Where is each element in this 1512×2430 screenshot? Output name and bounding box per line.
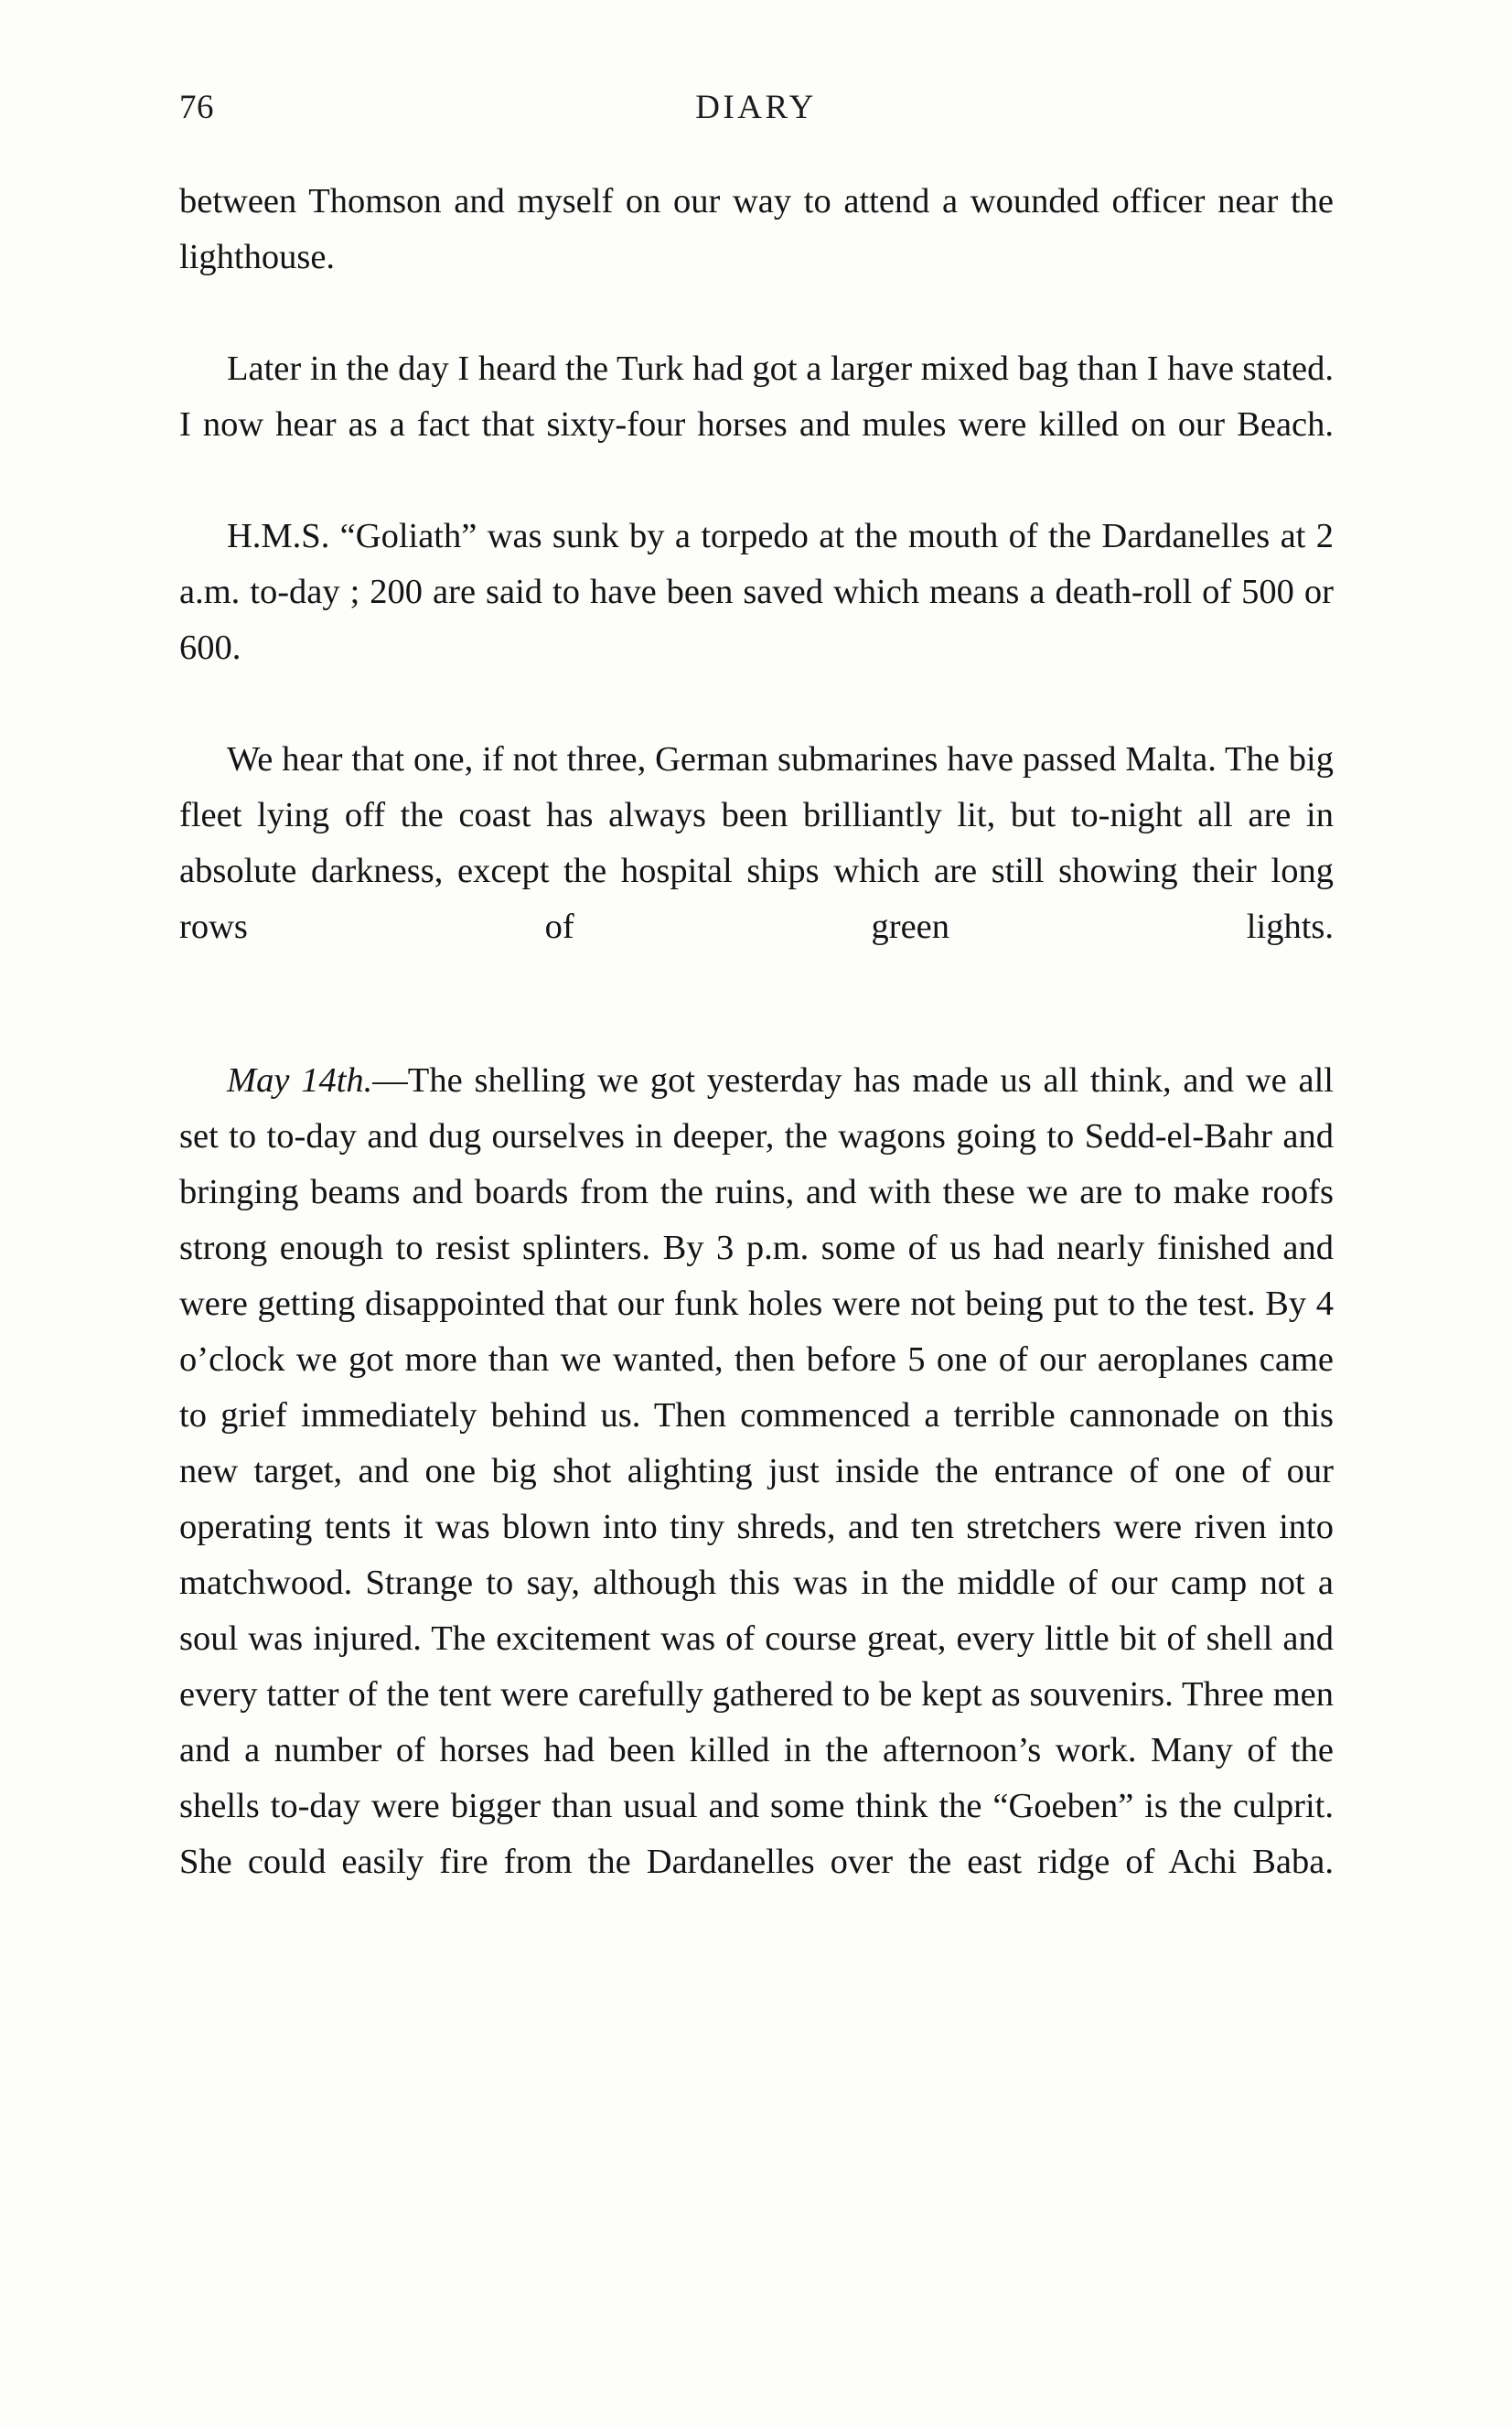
diary-entry-text: —The shelling we got yesterday has made us all think, and we all set to to-day and dug ourselves in deeper, the wagons going to Sedd-el-Bahr and bringing beams and boards from the ruins, and with these we are to make roofs strong enough to resist splinters. By 3 p.m. some of us had nearly finished and were getting disappointed that our funk holes were not being put to the test. By 4 o’clock we got more than we wanted, then before 5 one of our aeroplanes came to grief immediately behind us. Then commenced a terrible cannonade on this new target, and one big shot alighting just inside the entrance of one of our operating tents it was blown into tiny shreds, and ten stretchers were riven into matchwood. Strange to say, although this was in the middle of our camp not a soul was injured. The excitement was of course great, every little bit of shell and every tatter of the tent were carefully gathered to be kept as souvenirs. Three men and a number of horses had been killed in the afternoon’s work. Many of the shells to-day were bigger than usual and some think the “Goeben” is the culprit. She could easily fire from the Dardanelles over the east ridge of Achi Baba.: [179, 1061, 1334, 1881]
running-title: DIARY: [695, 89, 817, 126]
page-number: 76: [179, 89, 214, 126]
diary-date-label: May 14th.: [227, 1061, 373, 1100]
paragraph: H.M.S. “Goliath” was sunk by a torpedo at the mouth of the Dardanelles at 2 a.m. to-day ; 200 are said to have been saved which means a death-roll of 500 or 600.: [179, 517, 1334, 667]
body-text: [179, 174, 1334, 1946]
page-header: [179, 88, 1333, 137]
paragraph: between Thomson and myself on our way to attend a wounded officer near the lighthouse.: [179, 182, 1334, 276]
paragraph: Later in the day I heard the Turk had got a larger mixed bag than I have stated. I now hear as a fact that sixty-four horses and mules were killed on our Beach.: [179, 349, 1334, 444]
paragraph: We hear that one, if not three, German submarines have passed Malta. The big fleet lying off the coast has always been brilliantly lit, but to-night all are in absolute darkness, except the hospital ships which are still showing their long rows of green lights.: [179, 740, 1334, 946]
diary-entry-paragraph: [179, 1053, 1334, 1946]
